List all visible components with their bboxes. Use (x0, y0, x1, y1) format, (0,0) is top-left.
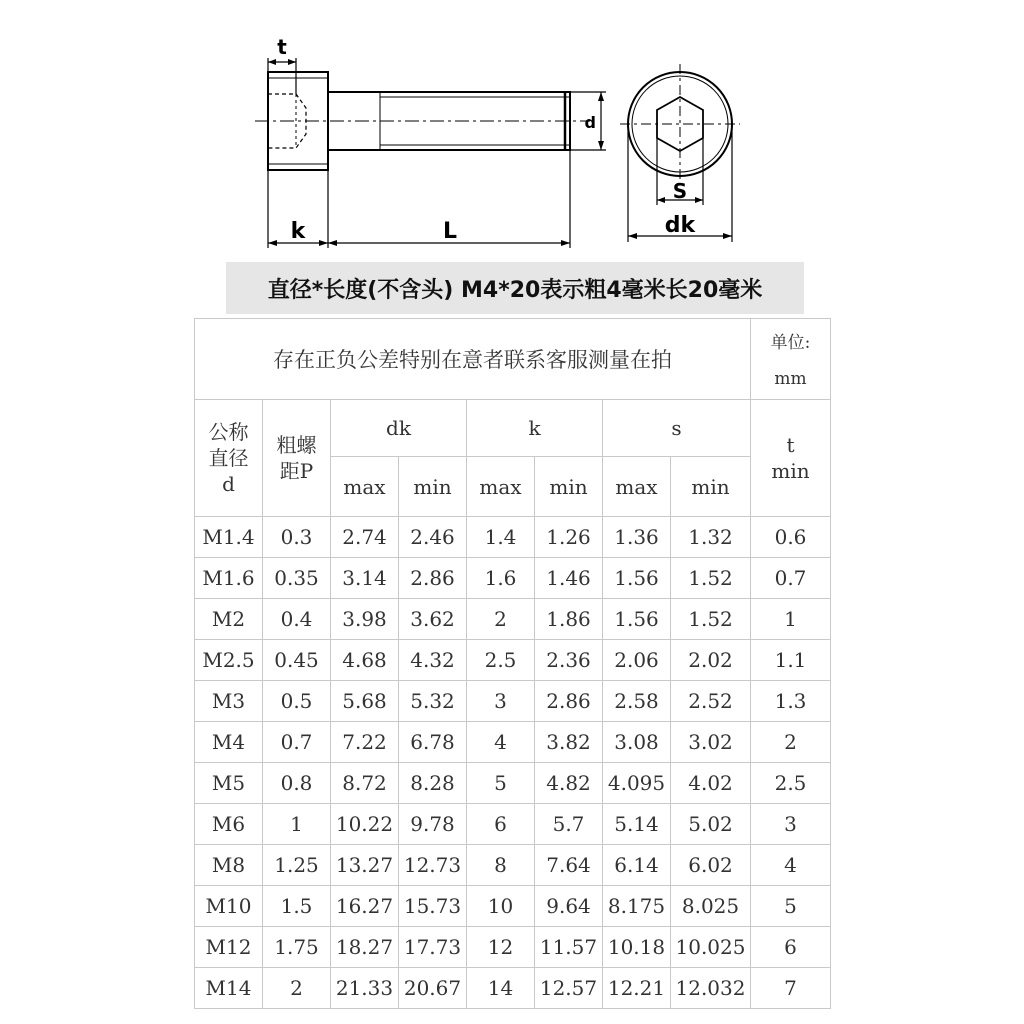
label-k: k (290, 219, 306, 244)
cell-dk-max: 21.33 (331, 968, 399, 1009)
cell-t-min: 0.6 (751, 517, 831, 558)
cell-dk-max: 5.68 (331, 681, 399, 722)
screw-end-view (620, 64, 740, 184)
cell-dk-min: 9.78 (399, 804, 467, 845)
cell-k-min: 1.46 (535, 558, 603, 599)
cell-k-max: 6 (467, 804, 535, 845)
cell-s-min: 5.02 (671, 804, 751, 845)
table-row (195, 927, 831, 968)
cell-s-max: 1.56 (603, 558, 671, 599)
header-dk-min: min (399, 457, 467, 517)
header-t-line1: t (786, 433, 795, 457)
cell-dk-max: 3.14 (331, 558, 399, 599)
cell-s-max: 1.36 (603, 517, 671, 558)
note-row (195, 319, 831, 400)
cell-k-min: 7.64 (535, 845, 603, 886)
header-t-line2: min (771, 459, 810, 483)
cell-k-min: 11.57 (535, 927, 603, 968)
cell-dk-max: 13.27 (331, 845, 399, 886)
cell-dk-min: 3.62 (399, 599, 467, 640)
cell-k-min: 2.36 (535, 640, 603, 681)
cell-pitch: 2 (263, 968, 331, 1009)
cell-s-max: 1.56 (603, 599, 671, 640)
cell-nominal-d: M12 (195, 927, 263, 968)
cell-s-max: 10.18 (603, 927, 671, 968)
cell-dk-max: 10.22 (331, 804, 399, 845)
label-L: L (442, 219, 458, 244)
label-t: t (277, 35, 287, 59)
header-nominal-line3: d (222, 472, 235, 496)
cell-nominal-d: M2.5 (195, 640, 263, 681)
cell-k-min: 1.86 (535, 599, 603, 640)
header-dk-max: max (331, 457, 399, 517)
cell-k-max: 2.5 (467, 640, 535, 681)
cell-nominal-d: M14 (195, 968, 263, 1009)
cell-dk-min: 4.32 (399, 640, 467, 681)
table-row (195, 558, 831, 599)
unit-label: 单位: (770, 333, 811, 353)
header-pitch (263, 400, 331, 517)
header-pitch-line1: 粗螺 (276, 433, 317, 457)
header-s-min: min (671, 457, 751, 517)
header-k: k (467, 400, 603, 457)
cell-s-max: 8.175 (603, 886, 671, 927)
header-nominal-line1: 公称 (208, 420, 249, 444)
cell-t-min: 2.5 (751, 763, 831, 804)
cell-nominal-d: M1.6 (195, 558, 263, 599)
cell-k-max: 8 (467, 845, 535, 886)
cell-s-min: 10.025 (671, 927, 751, 968)
cell-k-min: 2.86 (535, 681, 603, 722)
cell-dk-min: 2.86 (399, 558, 467, 599)
cell-k-max: 4 (467, 722, 535, 763)
cell-nominal-d: M1.4 (195, 517, 263, 558)
label-S: S (672, 179, 688, 203)
cell-pitch: 1.75 (263, 927, 331, 968)
table-row (195, 681, 831, 722)
cell-nominal-d: M8 (195, 845, 263, 886)
cell-s-max: 2.58 (603, 681, 671, 722)
table-row (195, 968, 831, 1009)
cell-dk-max: 2.74 (331, 517, 399, 558)
cell-t-min: 7 (751, 968, 831, 1009)
cell-k-max: 1.4 (467, 517, 535, 558)
cell-pitch: 0.5 (263, 681, 331, 722)
header-pitch-line2: 距P (279, 459, 314, 483)
cell-dk-min: 15.73 (399, 886, 467, 927)
dimension-k-l (268, 150, 570, 248)
cell-dk-max: 18.27 (331, 927, 399, 968)
dimension-t (268, 58, 296, 94)
cell-nominal-d: M3 (195, 681, 263, 722)
cell-nominal-d: M4 (195, 722, 263, 763)
cell-dk-max: 7.22 (331, 722, 399, 763)
table-row (195, 804, 831, 845)
cell-nominal-d: M6 (195, 804, 263, 845)
cell-pitch: 0.35 (263, 558, 331, 599)
cell-s-min: 6.02 (671, 845, 751, 886)
cell-k-min: 1.26 (535, 517, 603, 558)
cell-k-max: 10 (467, 886, 535, 927)
cell-dk-min: 17.73 (399, 927, 467, 968)
cell-s-min: 2.02 (671, 640, 751, 681)
cell-dk-min: 12.73 (399, 845, 467, 886)
header-t-min (751, 400, 831, 517)
tolerance-note: 存在正负公差特别在意者联系客服测量在拍 (195, 319, 751, 400)
cell-t-min: 1.3 (751, 681, 831, 722)
cell-pitch: 1.5 (263, 886, 331, 927)
label-dk: dk (664, 213, 696, 238)
cell-t-min: 1 (751, 599, 831, 640)
cell-dk-min: 2.46 (399, 517, 467, 558)
spec-table (194, 318, 831, 1009)
table-row (195, 517, 831, 558)
cell-t-min: 6 (751, 927, 831, 968)
size-caption: 直径*长度(不含头) M4*20表示粗4毫米长20毫米 (226, 262, 804, 314)
label-d: d (584, 113, 596, 132)
cell-s-min: 1.52 (671, 558, 751, 599)
cell-t-min: 4 (751, 845, 831, 886)
cell-dk-max: 4.68 (331, 640, 399, 681)
cell-s-min: 8.025 (671, 886, 751, 927)
cell-k-max: 1.6 (467, 558, 535, 599)
cell-k-min: 12.57 (535, 968, 603, 1009)
cell-s-max: 12.21 (603, 968, 671, 1009)
header-dk: dk (331, 400, 467, 457)
cell-t-min: 1.1 (751, 640, 831, 681)
cell-s-min: 2.52 (671, 681, 751, 722)
cell-pitch: 0.4 (263, 599, 331, 640)
cell-t-min: 0.7 (751, 558, 831, 599)
cell-dk-min: 6.78 (399, 722, 467, 763)
cell-s-min: 4.02 (671, 763, 751, 804)
cell-dk-max: 3.98 (331, 599, 399, 640)
cell-s-max: 6.14 (603, 845, 671, 886)
cell-k-max: 5 (467, 763, 535, 804)
cell-k-min: 5.7 (535, 804, 603, 845)
cell-k-min: 4.82 (535, 763, 603, 804)
unit-cell (751, 319, 831, 400)
table-row (195, 845, 831, 886)
cell-nominal-d: M10 (195, 886, 263, 927)
cell-k-min: 3.82 (535, 722, 603, 763)
table-row (195, 886, 831, 927)
cell-pitch: 0.8 (263, 763, 331, 804)
header-nominal-line2: 直径 (208, 446, 249, 470)
cell-k-max: 14 (467, 968, 535, 1009)
table-row (195, 640, 831, 681)
header-s-max: max (603, 457, 671, 517)
unit-value: mm (774, 369, 807, 389)
cell-dk-min: 5.32 (399, 681, 467, 722)
screw-technical-drawing (0, 0, 1024, 260)
cell-t-min: 2 (751, 722, 831, 763)
header-nominal-diameter (195, 400, 263, 517)
cell-k-max: 3 (467, 681, 535, 722)
cell-s-min: 12.032 (671, 968, 751, 1009)
cell-pitch: 0.45 (263, 640, 331, 681)
header-row-1 (195, 400, 831, 457)
table-row (195, 599, 831, 640)
table-row (195, 763, 831, 804)
cell-k-max: 2 (467, 599, 535, 640)
cell-dk-min: 20.67 (399, 968, 467, 1009)
cell-s-max: 2.06 (603, 640, 671, 681)
cell-s-max: 5.14 (603, 804, 671, 845)
cell-pitch: 1.25 (263, 845, 331, 886)
header-s: s (603, 400, 751, 457)
cell-pitch: 1 (263, 804, 331, 845)
cell-s-min: 1.32 (671, 517, 751, 558)
cell-nominal-d: M2 (195, 599, 263, 640)
cell-s-max: 4.095 (603, 763, 671, 804)
cell-dk-max: 8.72 (331, 763, 399, 804)
data-rows (195, 517, 831, 1009)
cell-k-max: 12 (467, 927, 535, 968)
cell-dk-min: 8.28 (399, 763, 467, 804)
cell-s-min: 3.02 (671, 722, 751, 763)
cell-s-min: 1.52 (671, 599, 751, 640)
cell-t-min: 5 (751, 886, 831, 927)
cell-pitch: 0.3 (263, 517, 331, 558)
cell-k-min: 9.64 (535, 886, 603, 927)
screw-side-view (255, 72, 590, 170)
cell-s-max: 3.08 (603, 722, 671, 763)
header-k-max: max (467, 457, 535, 517)
cell-nominal-d: M5 (195, 763, 263, 804)
cell-pitch: 0.7 (263, 722, 331, 763)
table-row (195, 722, 831, 763)
cell-dk-max: 16.27 (331, 886, 399, 927)
header-k-min: min (535, 457, 603, 517)
cell-t-min: 3 (751, 804, 831, 845)
